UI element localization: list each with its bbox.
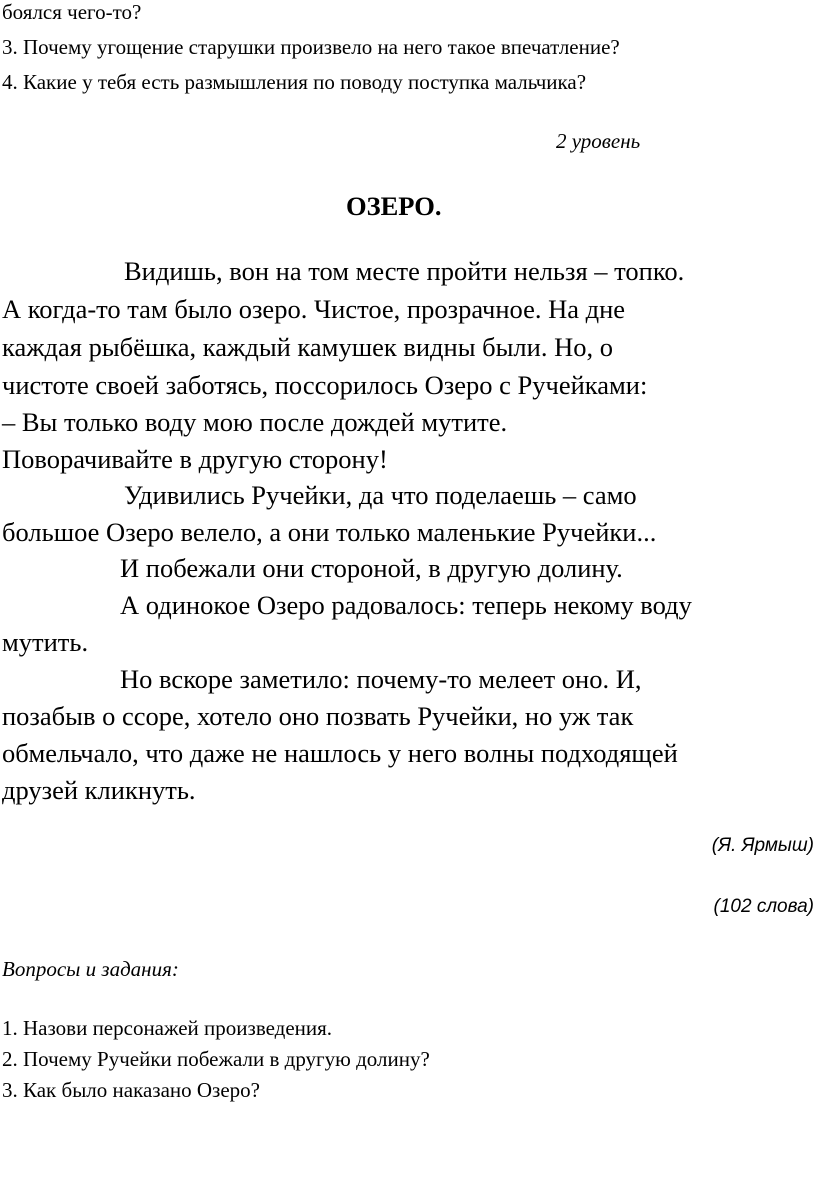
story-line: И побежали они стороной, в другую долину.: [120, 553, 623, 583]
story-title: ОЗЕРО.: [346, 191, 442, 221]
story-line: А когда-то там было озеро. Чистое, прозрачное. На дне: [2, 294, 626, 324]
story-line: большое Озеро велело, а они только маленькие Ручейки...: [2, 517, 657, 547]
story-line: Но вскоре заметило: почему-то мелеет оно. И,: [120, 664, 642, 694]
story-line: – Вы только воду мою после дождей мутите.: [2, 407, 508, 437]
story-line: позабыв о ссоре, хотело оно позвать Ручейки, но уж так: [2, 701, 634, 731]
story-line: мутить.: [2, 627, 89, 657]
question-line: боялся чего-то?: [2, 0, 142, 24]
story-line: обмельчало, что даже не нашлось у него волны подходящей: [2, 738, 678, 768]
question-item: 2. Почему Ручейки побежали в другую долину?: [2, 1047, 430, 1071]
question-line: 3. Почему угощение старушки произвело на него такое впечатление?: [2, 35, 620, 59]
story-line: каждая рыбёшка, каждый камушек видны были. Но, о: [2, 332, 613, 362]
story-line: Видишь, вон на том месте пройти нельзя – топко.: [124, 256, 685, 286]
story-line: Поворачивайте в другую сторону!: [2, 444, 388, 474]
author-credit: (Я. Ярмыш): [711, 835, 814, 856]
questions-heading: Вопросы и задания:: [2, 957, 179, 981]
story-line: Удивились Ручейки, да что поделаешь – само: [124, 480, 637, 510]
question-item: 1. Назови персонажей произведения.: [2, 1016, 333, 1040]
word-count: (102 слова): [713, 896, 814, 917]
story-line: А одинокое Озеро радовалось: теперь некому воду: [120, 590, 692, 620]
story-line: друзей кликнуть.: [2, 775, 196, 805]
question-line: 4. Какие у тебя есть размышления по поводу поступка мальчика?: [2, 70, 587, 94]
question-item: 3. Как было наказано Озеро?: [2, 1078, 260, 1102]
story-line: чистоте своей заботясь, поссорилось Озеро с Ручейками:: [2, 370, 648, 400]
level-label: 2 уровень: [556, 129, 641, 153]
